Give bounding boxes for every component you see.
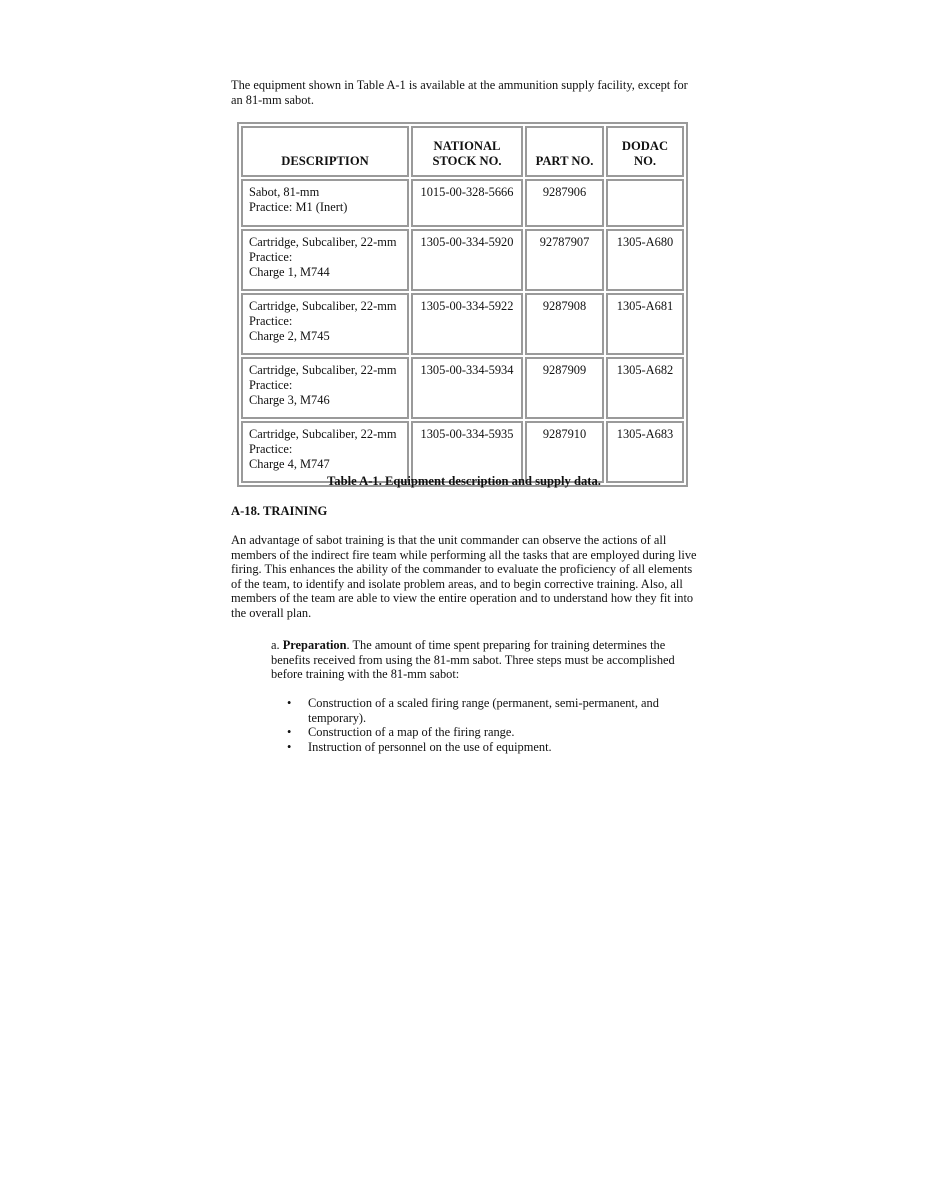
desc-line: Charge 1, M744 [249,265,330,279]
cell-description [241,357,409,419]
desc-line: Sabot, 81-mm [249,185,320,199]
list-item: • Construction of a map of the firing range. [287,725,697,740]
desc-line: Practice: [249,314,293,328]
header-dodac-no: DODAC NO. [606,126,684,177]
training-paragraph: An advantage of sabot training is that the unit commander can observe the actions of all members of the indirect fire team while performing all the tasks that are employed during live firing. This enhances the ability of the commander to evaluate the proficiency of all elements of the team, to identify and isolate problem areas, and to begin corrective training. Also, all members of the team are able to view the entire operation and to understand how they fit into the overall plan. [231,533,697,620]
desc-line: Cartridge, Subcaliber, 22-mm [249,427,397,441]
section-title: A-18. TRAINING [231,504,328,518]
cell-part-no: 9287906 [525,179,604,227]
desc-line: Cartridge, Subcaliber, 22-mm [249,299,397,313]
cell-part-no: 92787907 [525,229,604,291]
cell-nsn: 1305-00-334-5934 [411,357,523,419]
equipment-table [237,122,688,487]
header-part-no: PART NO. [525,126,604,177]
steps-list [287,696,697,754]
desc-line: Charge 2, M745 [249,329,330,343]
table-row [241,357,684,419]
header-national-stock-no [411,126,523,177]
cell-dodac: 1305-A681 [606,293,684,355]
cell-dodac: 1305-A683 [606,421,684,483]
cell-nsn: 1305-00-334-5920 [411,229,523,291]
desc-line: Practice: [249,378,293,392]
cell-description [241,229,409,291]
cell-part-no: 9287909 [525,357,604,419]
header-national-line1: NATIONAL [433,139,501,153]
desc-line: Cartridge, Subcaliber, 22-mm [249,235,397,249]
table-row [241,179,684,227]
table-caption: Table A-1. Equipment description and supply data. [327,474,601,488]
preparation-prefix: a. [271,638,283,652]
desc-line: Charge 4, M747 [249,457,330,471]
cell-part-no: 9287910 [525,421,604,483]
desc-line: Charge 3, M746 [249,393,330,407]
list-item: • Construction of a scaled firing range (permanent, semi-permanent, and temporary). [287,696,697,725]
cell-dodac [606,179,684,227]
cell-nsn: 1015-00-328-5666 [411,179,523,227]
table-row [241,229,684,291]
cell-part-no: 9287908 [525,293,604,355]
table-row [241,293,684,355]
document-page [231,78,697,754]
desc-line: Practice: M1 (Inert) [249,200,348,214]
cell-description [241,179,409,227]
cell-nsn: 1305-00-334-5935 [411,421,523,483]
desc-line: Practice: [249,250,293,264]
desc-line: Practice: [249,442,293,456]
preparation-paragraph [271,638,697,682]
header-national-line2: STOCK NO. [432,154,502,168]
cell-dodac: 1305-A680 [606,229,684,291]
preparation-label: Preparation [282,638,347,652]
intro-paragraph: The equipment shown in Table A-1 is available at the ammunition supply facility, except for an 81-mm sabot. [231,78,688,107]
header-description: DESCRIPTION [241,126,409,177]
table-header-row [241,126,684,177]
cell-dodac: 1305-A682 [606,357,684,419]
list-item: • Instruction of personnel on the use of equipment. [287,740,697,755]
desc-line: Cartridge, Subcaliber, 22-mm [249,363,397,377]
cell-description [241,293,409,355]
cell-nsn: 1305-00-334-5922 [411,293,523,355]
preparation-text: . The amount of time spent preparing for training determines the benefits received from using the 81-mm sabot. Three steps must be accomplished before training with the 81-mm sabot: [271,638,675,681]
